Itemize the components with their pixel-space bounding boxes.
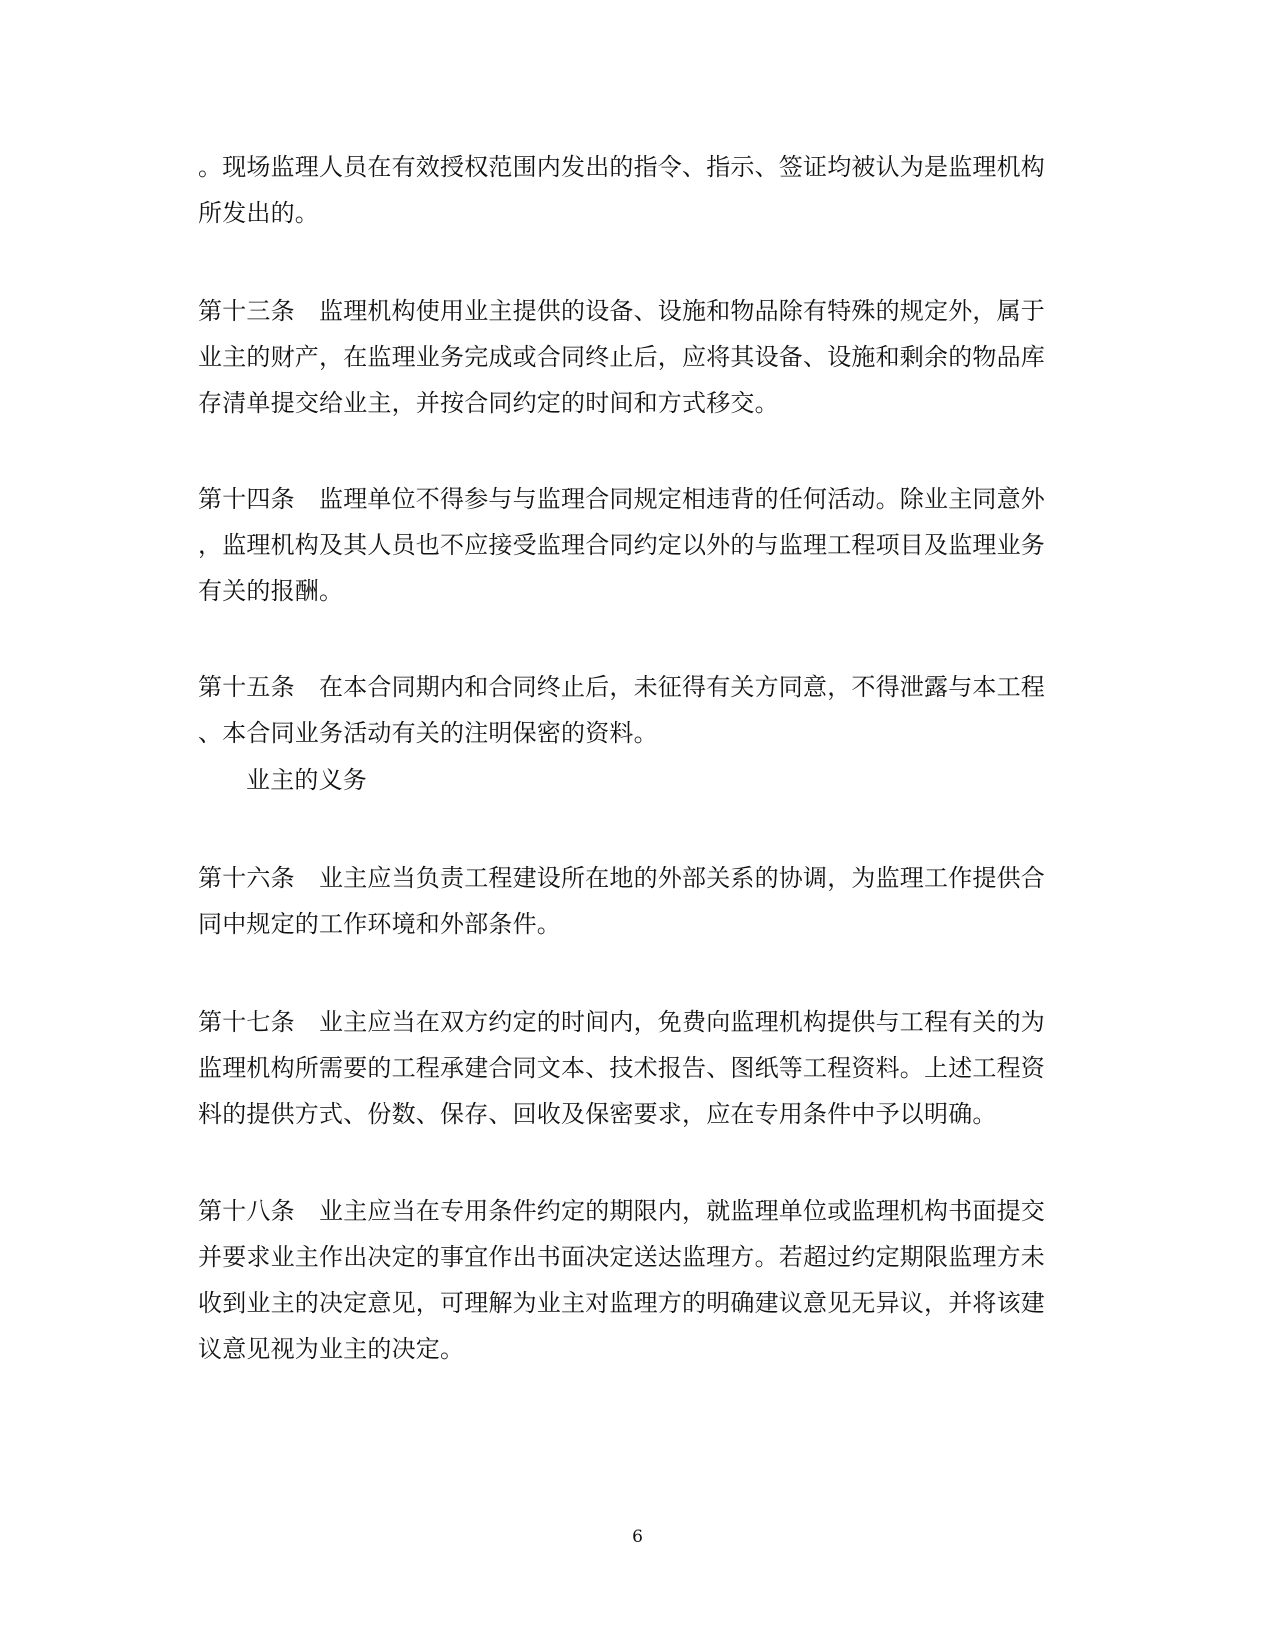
paragraph-line: 第十五条 在本合同期内和合同终止后，未征得有关方同意，不得泄露与本工程 [198,673,1045,701]
paragraph-line: 第十四条 监理单位不得参与与监理合同规定相违背的任何活动。除业主同意外 [198,485,1045,513]
paragraph-line: 收到业主的决定意见，可理解为业主对监理方的明确建议意见无异议，并将该建 [198,1289,1045,1317]
paragraph-line: 第十七条 业主应当在双方约定的时间内，免费向监理机构提供与工程有关的为 [198,1008,1045,1036]
paragraph-line: ，监理机构及其人员也不应接受监理合同约定以外的与监理工程项目及监理业务 [198,531,1045,559]
paragraph-line: 议意见视为业主的决定。 [198,1335,465,1363]
paragraph-line: 第十六条 业主应当负责工程建设所在地的外部关系的协调，为监理工作提供合 [198,864,1045,892]
paragraph-line: 有关的报酬。 [198,577,344,605]
paragraph-line: 料的提供方式、份数、保存、回收及保密要求，应在专用条件中予以明确。 [198,1100,997,1128]
paragraph-line: 监理机构所需要的工程承建合同文本、技术报告、图纸等工程资料。上述工程资 [198,1054,1045,1082]
section-heading-text: 业主的义务 [246,766,367,794]
paragraph-line: 。现场监理人员在有效授权范围内发出的指令、指示、签证均被认为是监理机构 [198,153,1045,181]
paragraph-line: 业主的财产，在监理业务完成或合同终止后，应将其设备、设施和剩余的物品库 [198,343,1045,371]
paragraph-line: 并要求业主作出决定的事宜作出书面决定送达监理方。若超过约定期限监理方未 [198,1243,1045,1271]
paragraph-line: 存清单提交给业主，并按合同约定的时间和方式移交。 [198,389,779,417]
paragraph-line: 第十三条 监理机构使用业主提供的设备、设施和物品除有特殊的规定外，属于 [198,297,1045,325]
page-number: 6 [632,1527,643,1547]
paragraph-line: 所发出的。 [198,199,319,227]
paragraph-line: 同中规定的工作环境和外部条件。 [198,910,561,938]
paragraph-line: 、本合同业务活动有关的注明保密的资料。 [198,719,658,747]
paragraph-line: 第十八条 业主应当在专用条件约定的期限内，就监理单位或监理机构书面提交 [198,1197,1045,1225]
